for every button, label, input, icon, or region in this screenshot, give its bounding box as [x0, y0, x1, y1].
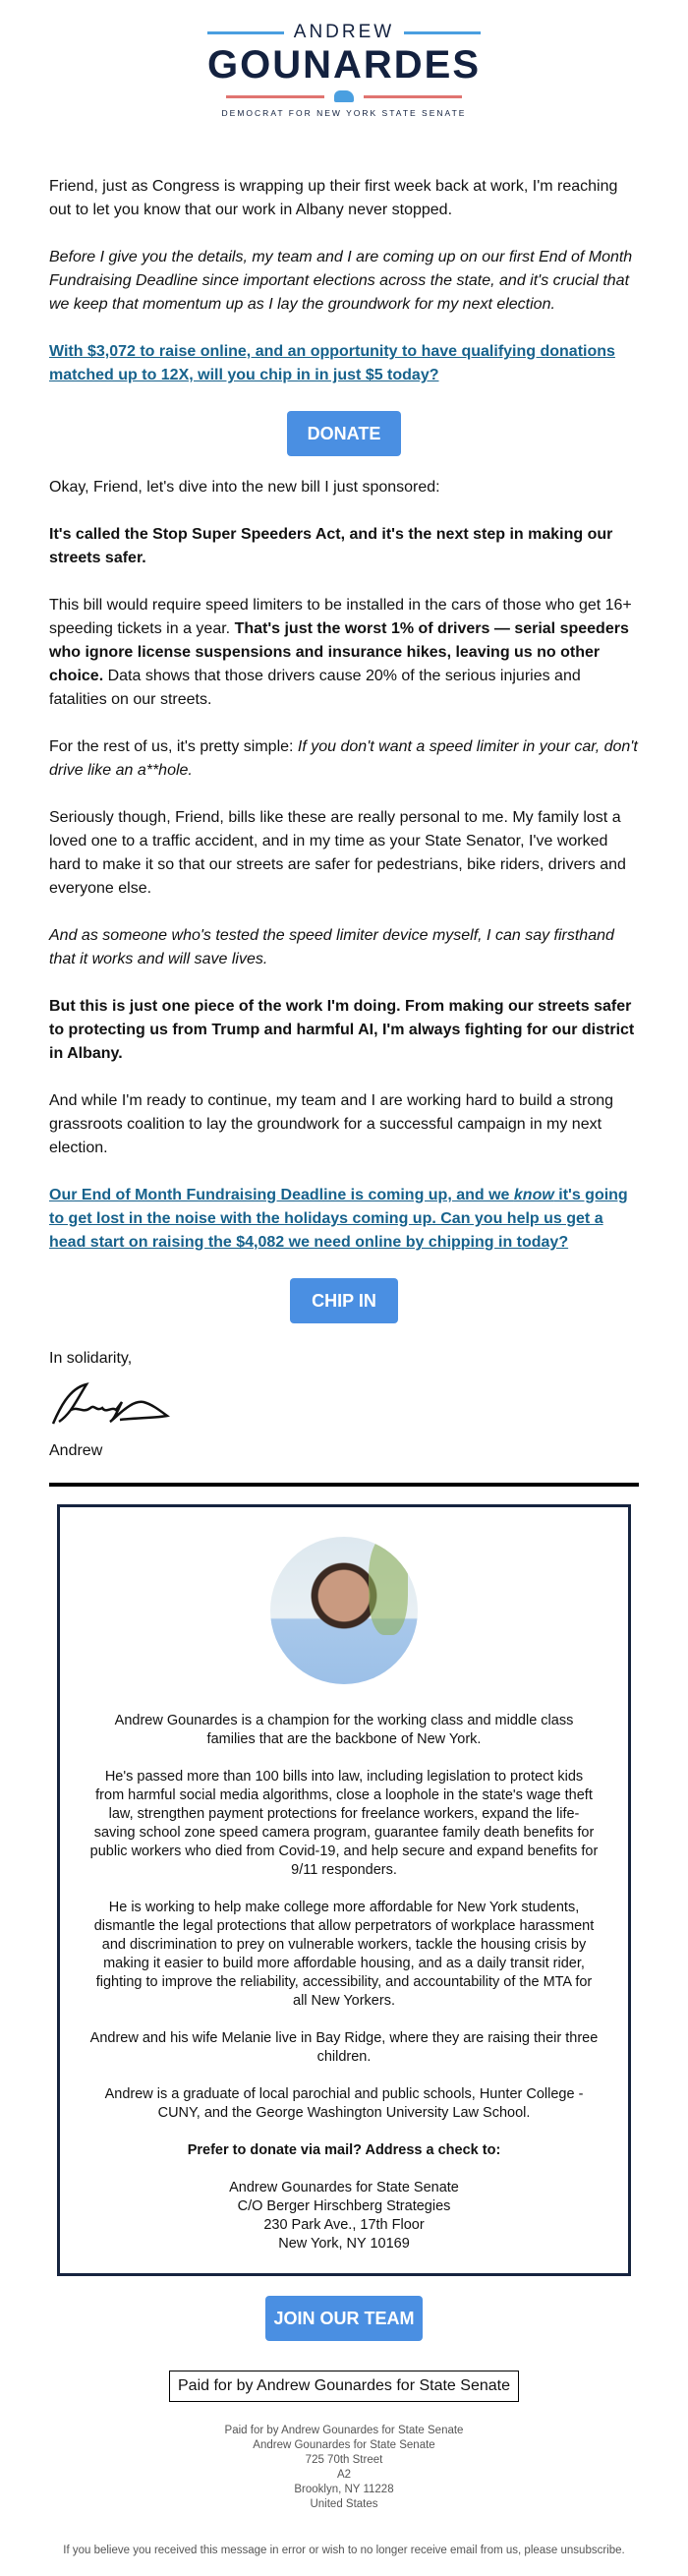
- campaign-logo: [49, 0, 639, 147]
- paid-for-disclaimer: Paid for by Andrew Gounardes for State Senate: [169, 2371, 519, 2402]
- text: Our End of Month Fundraising Deadline is coming up, and we: [49, 1187, 514, 1203]
- address-line: Andrew Gounardes for State Senate: [229, 2180, 459, 2195]
- bio-box: [57, 1504, 631, 2276]
- bio-paragraph: He's passed more than 100 bills into law, including legislation to protect kids from harmful social media algorithms, close a loophole in the state's wage theft law, strengthen payment protections for freelance workers, expand the life-saving school zone speed camera program, guarantee family death benefits for public workers who died from Covid-19, and help secure and expand benefits for 9/11 responders.: [89, 1769, 599, 1878]
- chip-in-link[interactable]: [49, 1187, 628, 1251]
- divider: [49, 1483, 639, 1487]
- mail-address: [89, 2179, 599, 2254]
- text: This bill would require speed limiters to be installed in the cars of those who get 16+ speeding tickets in a year.: [49, 597, 632, 637]
- bio-paragraph: He is working to help make college more affordable for New York students, dismantle the legal protections that allow perpetrators of workplace harassment and discrimination to prey on vulnerable workers, tackle the housing crisis by making it easier to build more affordable housing, and as a daily transit rider, fighting to improve the reliability, accessibility, and accountability of the MTA for all New Yorkers.: [93, 1900, 595, 2009]
- logo-rule: [226, 95, 324, 98]
- address-line: 230 Park Ave., 17th Floor: [263, 2217, 425, 2233]
- text-bold: That's just the worst 1% of drivers — serial speeders who ignore license suspensions and insurance hikes, leaving us no other choice.: [49, 620, 629, 684]
- footer-line: United States: [310, 2498, 378, 2510]
- bio-paragraph: Andrew and his wife Melanie live in Bay Ridge, where they are raising their three children.: [89, 2030, 599, 2065]
- paragraph: [49, 594, 639, 712]
- paragraph: Friend, just as Congress is wrapping up their first week back at work, I'm reaching out to let you know that our work in Albany never stopped.: [49, 178, 618, 218]
- bio-paragraph: Andrew Gounardes is a champion for the working class and middle class families that are the backbone of New York.: [114, 1713, 574, 1747]
- mail-heading: Prefer to donate via mail? Address a check to:: [187, 2142, 501, 2158]
- unsubscribe-notice[interactable]: If you believe you received this message in error or wish to no longer receive email from us, please unsubscribe.: [63, 2545, 625, 2556]
- bill-intro: It's called the Stop Super Speeders Act, and it's the next step in making our streets safer.: [49, 526, 613, 566]
- logo-rule: [404, 31, 481, 34]
- sender-name: Andrew: [49, 1442, 103, 1459]
- footer-line: Andrew Gounardes for State Senate: [253, 2439, 435, 2451]
- signature: [49, 1380, 639, 1430]
- logo-first-name: ANDREW: [293, 22, 395, 42]
- address-line: New York, NY 10169: [278, 2236, 410, 2252]
- text: it's going to get lost in the noise with the holidays coming up. Can you help us get a head start on raising the $4,082 we need online by chipping in today?: [49, 1187, 628, 1251]
- join-team-button[interactable]: JOIN OUR TEAM: [265, 2296, 423, 2341]
- logo-rule: [364, 95, 462, 98]
- logo-rule: [207, 31, 284, 34]
- paragraph: Okay, Friend, let's dive into the new bill I just sponsored:: [49, 479, 440, 496]
- logo-subtitle: DEMOCRAT FOR NEW YORK STATE SENATE: [221, 108, 467, 118]
- paragraph: [49, 735, 639, 783]
- footer-line: 725 70th Street: [305, 2454, 383, 2466]
- text-italic: If you don't want a speed limiter in your car, don't drive like an a**hole.: [49, 738, 638, 779]
- logo-last-name: GOUNARDES: [206, 43, 482, 87]
- footer-address: [49, 2424, 639, 2512]
- footer-line: A2: [336, 2469, 352, 2481]
- footer-line: Brooklyn, NY 11228: [294, 2484, 394, 2495]
- bio-paragraph: Andrew is a graduate of local parochial and public schools, Hunter College - CUNY, and the George Washington University Law School.: [104, 2086, 584, 2121]
- new-york-state-icon: [334, 90, 354, 102]
- footer-line: Paid for by Andrew Gounardes for State Senate: [224, 2425, 464, 2436]
- text-italic: know: [513, 1187, 554, 1203]
- closing: In solidarity,: [49, 1350, 133, 1367]
- candidate-photo: [270, 1537, 418, 1684]
- paragraph-italic: Before I give you the details, my team and I are coming up on our first End of Month Fundraising Deadline since important elections across the state, and it's crucial that we keep that momentum up as I lay the groundwork for my next election.: [49, 249, 633, 313]
- paragraph: Seriously though, Friend, bills like these are really personal to me. My family lost a loved one to a traffic accident, and in my time as your State Senator, I've worked hard to make it so that our streets are safer for pedestrians, bike riders, drivers and everyone else.: [49, 809, 626, 897]
- donate-link[interactable]: With $3,072 to raise online, and an opportunity to have qualifying donations matched up to 12X, will you chip in in just $5 today?: [49, 343, 615, 383]
- chip-in-button[interactable]: CHIP IN: [290, 1278, 398, 1323]
- text: Data shows that those drivers cause 20% of the serious injuries and fatalities on our streets.: [49, 668, 581, 708]
- donate-button[interactable]: DONATE: [287, 411, 401, 456]
- address-line: C/O Berger Hirschberg Strategies: [237, 2198, 451, 2214]
- paragraph-italic: And as someone who's tested the speed limiter device myself, I can say firsthand that it works and will save lives.: [49, 927, 614, 967]
- text: For the rest of us, it's pretty simple:: [49, 738, 298, 755]
- paragraph-bold: But this is just one piece of the work I'm doing. From making our streets safer to protecting us from Trump and harmful AI, I'm always fighting for our district in Albany.: [49, 998, 635, 1062]
- paragraph: And while I'm ready to continue, my team and I are working hard to build a strong grassroots coalition to lay the groundwork for a successful campaign in my next election.: [49, 1092, 614, 1156]
